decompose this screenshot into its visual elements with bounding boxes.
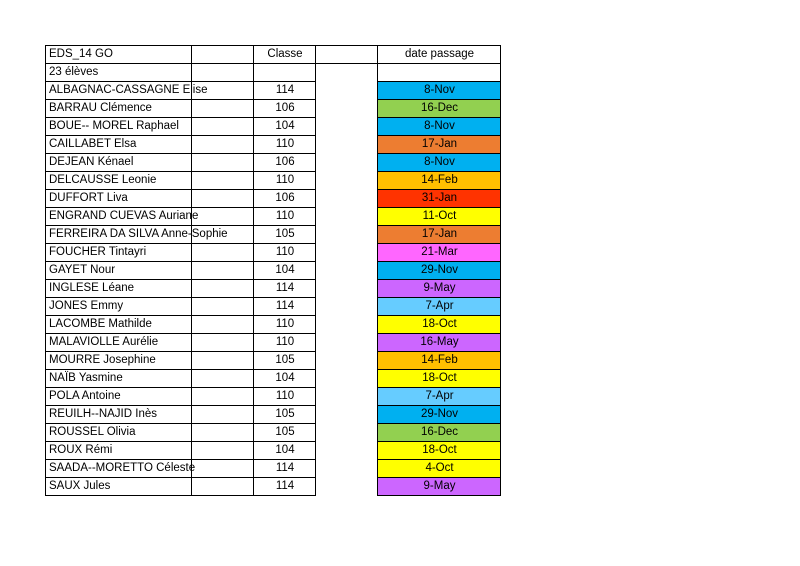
cell-student-name: FERREIRA DA SILVA Anne-Sophie bbox=[46, 226, 192, 244]
cell-student-name: ALBAGNAC-CASSAGNE Elise bbox=[46, 82, 192, 100]
cell-blank bbox=[192, 406, 254, 424]
cell-student-name: LACOMBE Mathilde bbox=[46, 316, 192, 334]
cell-date-passage: 9-May bbox=[378, 478, 501, 496]
table-row bbox=[46, 316, 501, 334]
table-row bbox=[46, 334, 501, 352]
cell-date-passage: 14-Feb bbox=[378, 172, 501, 190]
cell-blank bbox=[192, 154, 254, 172]
table-row bbox=[46, 154, 501, 172]
cell-classe: 110 bbox=[254, 244, 316, 262]
cell-gap bbox=[316, 226, 378, 244]
cell-date-passage: 18-Oct bbox=[378, 370, 501, 388]
table-row bbox=[46, 280, 501, 298]
cell-blank bbox=[192, 208, 254, 226]
cell-gap bbox=[316, 298, 378, 316]
cell-student-name: DEJEAN Kénael bbox=[46, 154, 192, 172]
cell-student-name: MALAVIOLLE Aurélie bbox=[46, 334, 192, 352]
cell-classe: 110 bbox=[254, 208, 316, 226]
table-row bbox=[46, 82, 501, 100]
cell-blank bbox=[192, 316, 254, 334]
cell-classe: 110 bbox=[254, 334, 316, 352]
cell-classe: 106 bbox=[254, 100, 316, 118]
cell-blank bbox=[192, 334, 254, 352]
spreadsheet-table bbox=[45, 45, 500, 496]
cell-student-name: DELCAUSSE Leonie bbox=[46, 172, 192, 190]
cell-student-name: JONES Emmy bbox=[46, 298, 192, 316]
cell-student-name: FOUCHER Tintayri bbox=[46, 244, 192, 262]
table-row bbox=[46, 244, 501, 262]
cell-classe: 114 bbox=[254, 298, 316, 316]
cell-date-passage: 11-Oct bbox=[378, 208, 501, 226]
cell-classe: 105 bbox=[254, 424, 316, 442]
table-row bbox=[46, 370, 501, 388]
cell-date-passage: 9-May bbox=[378, 280, 501, 298]
cell-gap bbox=[316, 478, 378, 496]
cell-date-passage: 16-Dec bbox=[378, 100, 501, 118]
cell-gap bbox=[316, 172, 378, 190]
cell-gap bbox=[316, 244, 378, 262]
header-classe: Classe bbox=[254, 46, 316, 64]
subtitle-blank bbox=[192, 64, 254, 82]
cell-gap bbox=[316, 316, 378, 334]
cell-classe: 105 bbox=[254, 226, 316, 244]
header-blank bbox=[192, 46, 254, 64]
subtitle-date bbox=[378, 64, 501, 82]
cell-gap bbox=[316, 118, 378, 136]
student-count: 23 élèves bbox=[46, 64, 192, 82]
cell-blank bbox=[192, 244, 254, 262]
table-body bbox=[46, 46, 501, 496]
cell-gap bbox=[316, 82, 378, 100]
cell-student-name: NAÏB Yasmine bbox=[46, 370, 192, 388]
cell-blank bbox=[192, 424, 254, 442]
cell-classe: 105 bbox=[254, 406, 316, 424]
cell-gap bbox=[316, 334, 378, 352]
cell-student-name: REUILH--NAJID Inès bbox=[46, 406, 192, 424]
cell-blank bbox=[192, 118, 254, 136]
cell-date-passage: 8-Nov bbox=[378, 118, 501, 136]
cell-date-passage: 17-Jan bbox=[378, 226, 501, 244]
cell-date-passage: 21-Mar bbox=[378, 244, 501, 262]
cell-blank bbox=[192, 352, 254, 370]
cell-gap bbox=[316, 262, 378, 280]
cell-student-name: SAADA--MORETTO Céleste bbox=[46, 460, 192, 478]
cell-student-name: BOUE-- MOREL Raphael bbox=[46, 118, 192, 136]
student-table bbox=[45, 45, 501, 496]
table-row bbox=[46, 298, 501, 316]
table-row bbox=[46, 226, 501, 244]
table-row bbox=[46, 262, 501, 280]
header-date-passage: date passage bbox=[378, 46, 501, 64]
cell-date-passage: 16-May bbox=[378, 334, 501, 352]
cell-gap bbox=[316, 136, 378, 154]
cell-classe: 104 bbox=[254, 370, 316, 388]
cell-date-passage: 18-Oct bbox=[378, 316, 501, 334]
cell-gap bbox=[316, 370, 378, 388]
table-subtitle-row bbox=[46, 64, 501, 82]
table-row bbox=[46, 172, 501, 190]
cell-date-passage: 7-Apr bbox=[378, 298, 501, 316]
cell-date-passage: 8-Nov bbox=[378, 82, 501, 100]
cell-blank bbox=[192, 100, 254, 118]
table-row bbox=[46, 208, 501, 226]
cell-date-passage: 14-Feb bbox=[378, 352, 501, 370]
table-header-row bbox=[46, 46, 501, 64]
cell-classe: 110 bbox=[254, 172, 316, 190]
cell-blank bbox=[192, 388, 254, 406]
cell-student-name: CAILLABET Elsa bbox=[46, 136, 192, 154]
cell-blank bbox=[192, 460, 254, 478]
cell-gap bbox=[316, 154, 378, 172]
cell-blank bbox=[192, 370, 254, 388]
cell-gap bbox=[316, 442, 378, 460]
subtitle-gap bbox=[316, 64, 378, 82]
cell-student-name: POLA Antoine bbox=[46, 388, 192, 406]
table-row bbox=[46, 100, 501, 118]
cell-student-name: ROUSSEL Olivia bbox=[46, 424, 192, 442]
cell-gap bbox=[316, 190, 378, 208]
cell-date-passage: 16-Dec bbox=[378, 424, 501, 442]
cell-date-passage: 31-Jan bbox=[378, 190, 501, 208]
table-row bbox=[46, 424, 501, 442]
cell-student-name: INGLESE Léane bbox=[46, 280, 192, 298]
cell-student-name: SAUX Jules bbox=[46, 478, 192, 496]
cell-classe: 114 bbox=[254, 82, 316, 100]
table-row bbox=[46, 406, 501, 424]
cell-classe: 114 bbox=[254, 280, 316, 298]
cell-blank bbox=[192, 172, 254, 190]
cell-blank bbox=[192, 298, 254, 316]
cell-classe: 105 bbox=[254, 352, 316, 370]
cell-date-passage: 7-Apr bbox=[378, 388, 501, 406]
cell-student-name: GAYET Nour bbox=[46, 262, 192, 280]
cell-classe: 114 bbox=[254, 460, 316, 478]
cell-blank bbox=[192, 190, 254, 208]
cell-gap bbox=[316, 208, 378, 226]
cell-date-passage: 8-Nov bbox=[378, 154, 501, 172]
cell-blank bbox=[192, 478, 254, 496]
cell-date-passage: 29-Nov bbox=[378, 262, 501, 280]
cell-gap bbox=[316, 100, 378, 118]
cell-classe: 106 bbox=[254, 190, 316, 208]
cell-classe: 104 bbox=[254, 442, 316, 460]
header-gap bbox=[316, 46, 378, 64]
cell-classe: 106 bbox=[254, 154, 316, 172]
cell-student-name: ROUX Rémi bbox=[46, 442, 192, 460]
cell-date-passage: 17-Jan bbox=[378, 136, 501, 154]
cell-gap bbox=[316, 280, 378, 298]
table-row bbox=[46, 352, 501, 370]
cell-blank bbox=[192, 280, 254, 298]
cell-blank bbox=[192, 442, 254, 460]
cell-blank bbox=[192, 136, 254, 154]
header-title: EDS_14 GO bbox=[46, 46, 192, 64]
table-row bbox=[46, 442, 501, 460]
cell-classe: 110 bbox=[254, 316, 316, 334]
cell-classe: 104 bbox=[254, 118, 316, 136]
subtitle-classe bbox=[254, 64, 316, 82]
cell-classe: 104 bbox=[254, 262, 316, 280]
cell-gap bbox=[316, 388, 378, 406]
cell-date-passage: 29-Nov bbox=[378, 406, 501, 424]
cell-student-name: BARRAU Clémence bbox=[46, 100, 192, 118]
cell-classe: 110 bbox=[254, 136, 316, 154]
cell-classe: 110 bbox=[254, 388, 316, 406]
cell-gap bbox=[316, 460, 378, 478]
table-row bbox=[46, 478, 501, 496]
cell-gap bbox=[316, 406, 378, 424]
cell-blank bbox=[192, 262, 254, 280]
cell-date-passage: 4-Oct bbox=[378, 460, 501, 478]
table-row bbox=[46, 136, 501, 154]
table-row bbox=[46, 460, 501, 478]
cell-classe: 114 bbox=[254, 478, 316, 496]
cell-student-name: ENGRAND CUEVAS Auriane bbox=[46, 208, 192, 226]
table-row bbox=[46, 190, 501, 208]
table-row bbox=[46, 118, 501, 136]
table-row bbox=[46, 388, 501, 406]
cell-gap bbox=[316, 352, 378, 370]
cell-date-passage: 18-Oct bbox=[378, 442, 501, 460]
cell-student-name: DUFFORT Liva bbox=[46, 190, 192, 208]
cell-gap bbox=[316, 424, 378, 442]
cell-student-name: MOURRE Josephine bbox=[46, 352, 192, 370]
